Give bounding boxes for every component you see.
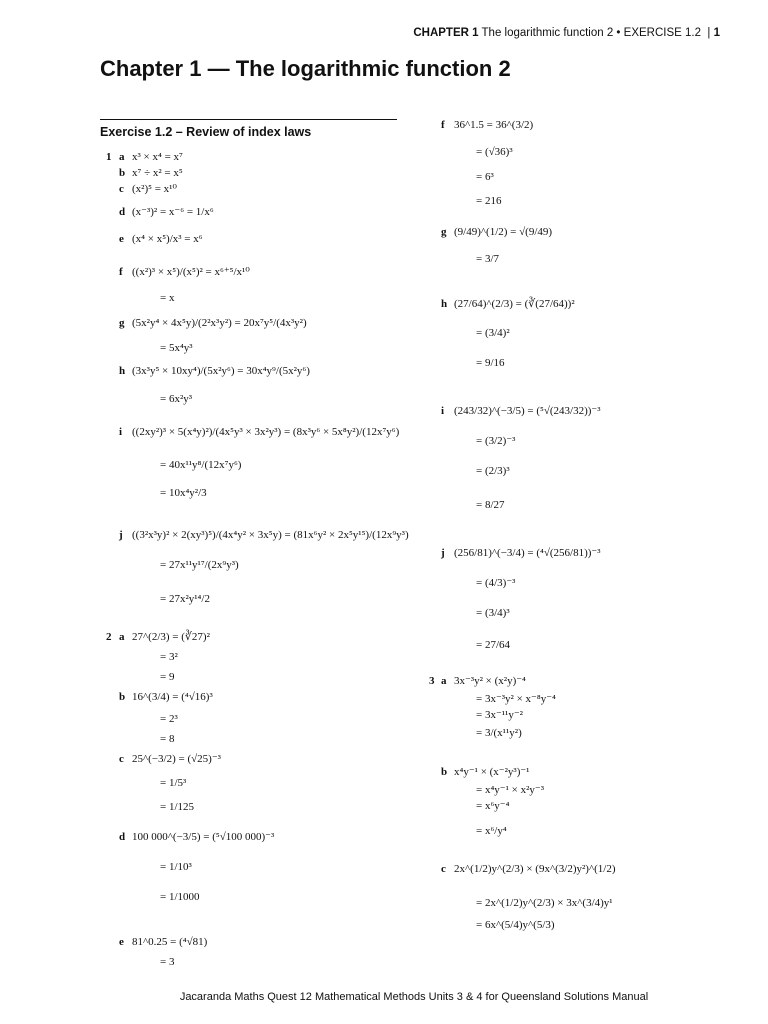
math-line: (x⁻³)² = x⁻⁶ = 1/x⁶	[132, 206, 214, 218]
math-line: = 10x⁴y²/3	[160, 487, 207, 499]
math-line: = (3/2)⁻³	[476, 435, 516, 447]
math-line: = 8/27	[476, 499, 505, 511]
part-label: a	[441, 675, 447, 687]
part-label: b	[119, 691, 126, 703]
page-number: 1	[713, 27, 720, 39]
part-label: e	[119, 233, 124, 245]
chapter-title: Chapter 1 — The logarithmic function 2	[100, 56, 511, 81]
math-line: = 3x⁻¹¹y⁻²	[476, 709, 523, 721]
math-line: ((2xy²)³ × 5(x⁴y)²)/(4x⁵y³ × 3x²y³) = (8x³y⁶ × 5x⁸y²)/(12x⁷y⁶)	[132, 426, 400, 438]
math-line: (256/81)^(−3/4) = (⁴√(256/81))⁻³	[454, 547, 601, 559]
math-line: 16^(3/4) = (⁴√16)³	[132, 691, 213, 703]
math-line: = x	[160, 292, 175, 304]
math-line: = x⁴y⁻¹ × x²y⁻³	[476, 784, 544, 796]
question-number: 1	[106, 151, 112, 163]
math-line: = 2³	[160, 713, 178, 725]
part-label: h	[119, 365, 126, 377]
math-line: (5x²y⁴ × 4x⁵y)/(2²x³y²) = 20x⁷y⁵/(4x³y²)	[132, 317, 307, 329]
math-line: (3x³y⁵ × 10xy⁴)/(5x²y⁶) = 30x⁴y⁹/(5x²y⁶)	[132, 365, 310, 377]
math-line: = 6³	[476, 171, 494, 183]
exercise-title: Exercise 1.2 – Review of index laws	[100, 125, 312, 139]
math-line: = 3²	[160, 651, 178, 663]
footer-text: Jacaranda Maths Quest 12 Mathematical Methods Units 3 & 4 for Queensland Solutions Manual	[179, 991, 649, 1003]
math-line: 100 000^(−3/5) = (⁵√100 000)⁻³	[132, 831, 275, 843]
part-label: b	[119, 167, 126, 179]
part-label: f	[441, 119, 445, 131]
part-label: c	[119, 183, 124, 195]
part-label: i	[441, 405, 445, 417]
math-line: = 6x²y³	[160, 393, 193, 405]
math-line: 25^(−3/2) = (√25)⁻³	[132, 753, 221, 765]
math-line: = 1/5³	[160, 777, 187, 789]
math-line: 27^(2/3) = (∛27)²	[132, 631, 210, 643]
part-label: j	[119, 529, 123, 541]
math-line: (9/49)^(1/2) = √(9/49)	[454, 226, 553, 238]
part-label: f	[119, 266, 123, 278]
header-topic: The logarithmic function 2	[481, 27, 614, 39]
part-label: a	[119, 631, 125, 643]
math-line: = 27x¹¹y¹⁷/(2x⁹y³)	[160, 559, 239, 571]
part-label: g	[119, 317, 125, 329]
math-line: (243/32)^(−3/5) = (⁵√(243/32))⁻³	[454, 405, 601, 417]
math-line: = 1/125	[160, 801, 195, 813]
math-line: 36^1.5 = 36^(3/2)	[454, 119, 534, 131]
math-line: = 3/7	[476, 253, 500, 265]
math-line: = (3/4)³	[476, 607, 510, 619]
part-label: e	[119, 936, 124, 948]
part-label: j	[441, 547, 445, 559]
math-line: (27/64)^(2/3) = (∛(27/64))²	[454, 298, 575, 310]
math-line: = (4/3)⁻³	[476, 577, 516, 589]
math-line: 81^0.25 = (⁴√81)	[132, 936, 208, 948]
header-chapter: CHAPTER 1	[413, 27, 479, 39]
section-rule	[100, 119, 397, 120]
math-line: = 1/10³	[160, 861, 192, 873]
math-line: = 40x¹¹y⁸/(12x⁷y⁶)	[160, 459, 242, 471]
math-line: = 3x⁻³y² × x⁻⁸y⁻⁴	[476, 693, 556, 705]
math-line: = (2/3)³	[476, 465, 510, 477]
math-line: = 27/64	[476, 639, 511, 651]
math-line: 3x⁻³y² × (x²y)⁻⁴	[454, 675, 526, 687]
math-line: = 27x²y¹⁴/2	[160, 593, 210, 605]
part-label: c	[119, 753, 124, 765]
math-line: = 3/(x¹¹y²)	[476, 727, 522, 739]
math-line: x⁷ ÷ x² = x⁵	[132, 167, 183, 179]
question-number: 3	[429, 675, 435, 687]
math-line: (x⁴ × x⁵)/x³ = x⁶	[132, 233, 203, 245]
math-line: = 9/16	[476, 357, 505, 369]
math-line: = 3	[160, 956, 175, 968]
math-line: = 8	[160, 733, 175, 745]
math-line: = 2x^(1/2)y^(2/3) × 3x^(3/4)y¹	[476, 897, 613, 909]
part-label: g	[441, 226, 447, 238]
part-label: a	[119, 151, 125, 163]
part-label: i	[119, 426, 123, 438]
math-line: = 216	[476, 195, 502, 207]
math-line: ((3²x³y)² × 2(xy³)⁵)/(4x⁴y² × 3x⁵y) = (81x⁶y² × 2x⁵y¹⁵)/(12x⁹y³)	[132, 529, 409, 541]
running-header	[413, 27, 720, 39]
math-line: = x⁶/y⁴	[476, 825, 507, 837]
math-line: x³ × x⁴ = x⁷	[132, 151, 183, 163]
math-line: = 5x⁴y³	[160, 342, 193, 354]
header-exercise: EXERCISE 1.2	[623, 27, 701, 39]
math-line: 2x^(1/2)y^(2/3) × (9x^(3/2)y²)^(1/2)	[454, 863, 616, 875]
math-line: = x⁶y⁻⁴	[476, 800, 510, 812]
math-line: ((x²)³ × x⁵)/(x⁵)² = x⁶⁺⁵/x¹⁰	[132, 266, 250, 278]
math-line: = 9	[160, 671, 175, 683]
math-line: = 1/1000	[160, 891, 200, 903]
math-line: (x²)⁵ = x¹⁰	[132, 183, 177, 195]
part-label: d	[119, 206, 126, 218]
part-label: c	[441, 863, 446, 875]
math-line: = (√36)³	[476, 146, 513, 158]
part-label: h	[441, 298, 448, 310]
math-line: x⁴y⁻¹ × (x⁻²y³)⁻¹	[454, 766, 530, 778]
part-label: d	[119, 831, 126, 843]
part-label: b	[441, 766, 448, 778]
question-number: 2	[106, 631, 112, 643]
math-line: = (3/4)²	[476, 327, 510, 339]
math-line: = 6x^(5/4)y^(5/3)	[476, 919, 555, 931]
header-bullet: •	[616, 27, 621, 39]
header-separator: |	[707, 27, 711, 39]
